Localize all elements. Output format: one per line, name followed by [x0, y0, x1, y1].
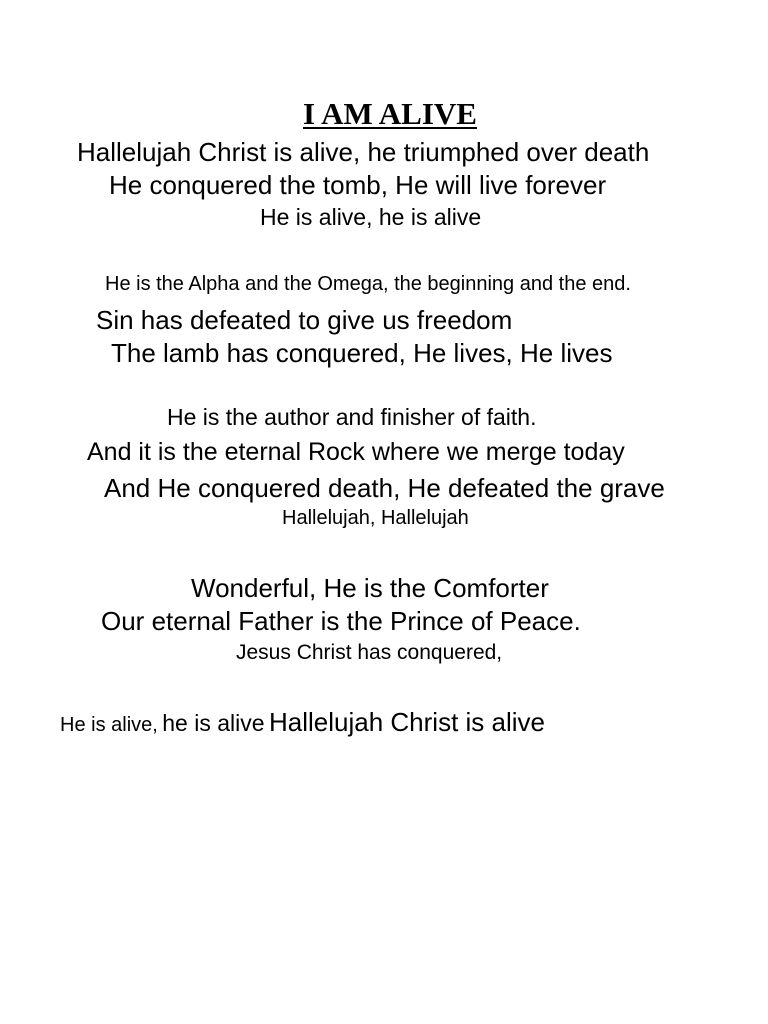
lyric-line: He is the Alpha and the Omega, the beginning and the end.: [105, 273, 631, 295]
closing-part-medium: he is alive: [162, 710, 265, 736]
closing-part-large: Hallelujah Christ is alive: [269, 707, 545, 737]
lyric-line: Our eternal Father is the Prince of Peace.: [101, 606, 581, 636]
lyric-line: And it is the eternal Rock where we merge today: [87, 438, 625, 466]
lyric-line: Sin has defeated to give us freedom: [96, 305, 513, 335]
song-title: I AM ALIVE: [303, 96, 477, 131]
lyric-line: Jesus Christ has conquered,: [236, 641, 503, 664]
lyric-line: He is the author and finisher of faith.: [167, 404, 537, 430]
lyric-line: Wonderful, He is the Comforter: [191, 573, 549, 603]
lyric-line: He conquered the tomb, He will live forever: [109, 170, 607, 200]
lyric-line: The lamb has conquered, He lives, He lives: [111, 338, 613, 368]
closing-line: [60, 709, 545, 735]
lyric-line: Hallelujah, Hallelujah: [282, 507, 469, 529]
closing-part-small: He is alive,: [60, 714, 158, 736]
lyric-line: Hallelujah Christ is alive, he triumphed over death: [77, 137, 650, 167]
lyric-line: And He conquered death, He defeated the grave: [104, 473, 665, 503]
lyric-line: He is alive, he is alive: [260, 204, 482, 230]
